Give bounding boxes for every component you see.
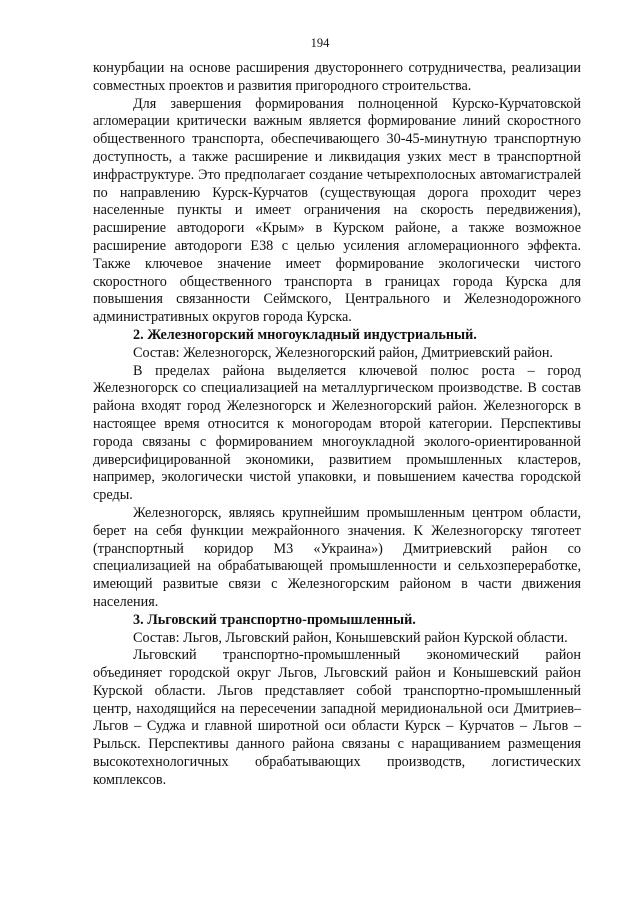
paragraph: В пределах района выделяется ключевой полюс роста – город Железногорск со специализацией на металлургическом производстве. В состав района входят город Железногорск и Железногорский район. Железногорск в настоящее время относится к моногородам второй категории. Перспективы города связаны с формированием многоукладной эколого-ориентированной диверсифицированной экономики, развитием промышленных кластеров, например, экологически чистой упаковки, и повышением качества городской среды. — [93, 362, 581, 504]
page-number: 194 — [310, 36, 330, 50]
paragraph: Для завершения формирования полноценной Курско-Курчатовской агломерации критически важным является формирование линий скоростного общественного транспорта, обеспечивающего 30-45-минутную транспортную доступность, а также расширение и ликвидация узких мест в транспортной инфраструктуре. Это предполагает создание четырехполосных автомагистралей по направлению Курск-Курчатов (существующая дорога проходит через населенные пункты и имеет ограничения на скорость передвижения), расширение автодороги «Крым» в Курском районе, а также возможное расширение автодороги Е38 с целью усиления агломерационного эффекта. Также ключевое значение имеет формирование экологически чистого скоростного общественного транспорта в границах города Курска для повышения связанности Сеймского, Центрального и Железнодорожного административных округов города Курска. — [93, 95, 581, 326]
paragraph: конурбации на основе расширения двустороннего сотрудничества, реализации совместных проектов и развития пригородного строительства. — [93, 60, 581, 94]
paragraph: Состав: Льгов, Льговский район, Конышевский район Курской области. — [133, 629, 568, 646]
section-heading: 3. Льговский транспортно-промышленный. — [133, 611, 416, 628]
document-body — [93, 60, 581, 790]
section-heading: 2. Железногорский многоукладный индустриальный. — [133, 326, 477, 343]
paragraph: Льговский транспортно-промышленный экономический район объединяет городской округ Льгов, Льговский район и Конышевский район Курской области. Льгов представляет собой транспортно-промышленный центр, находящийся на пересечении западной меридиональной оси Дмитриев–Льгов – Суджа и главной широтной оси области Курск – Курчатов – Льгов – Рыльск. Перспективы данного района связаны с наращиванием размещения высокотехнологичных обрабатывающих производств, логистических комплексов. — [93, 647, 581, 788]
paragraph: Железногорск, являясь крупнейшим промышленным центром области, берет на себя функции межрайонного значения. К Железногорску тяготеет (транспортный коридор М3 «Украина») Дмитриевский район со специализацией на обрабатывающей промышленности и сельхозпереработке, имеющий развитые связи с Железногорским районом в части движения населения. — [93, 504, 581, 610]
paragraph: Состав: Железногорск, Железногорский район, Дмитриевский район. — [133, 344, 553, 361]
